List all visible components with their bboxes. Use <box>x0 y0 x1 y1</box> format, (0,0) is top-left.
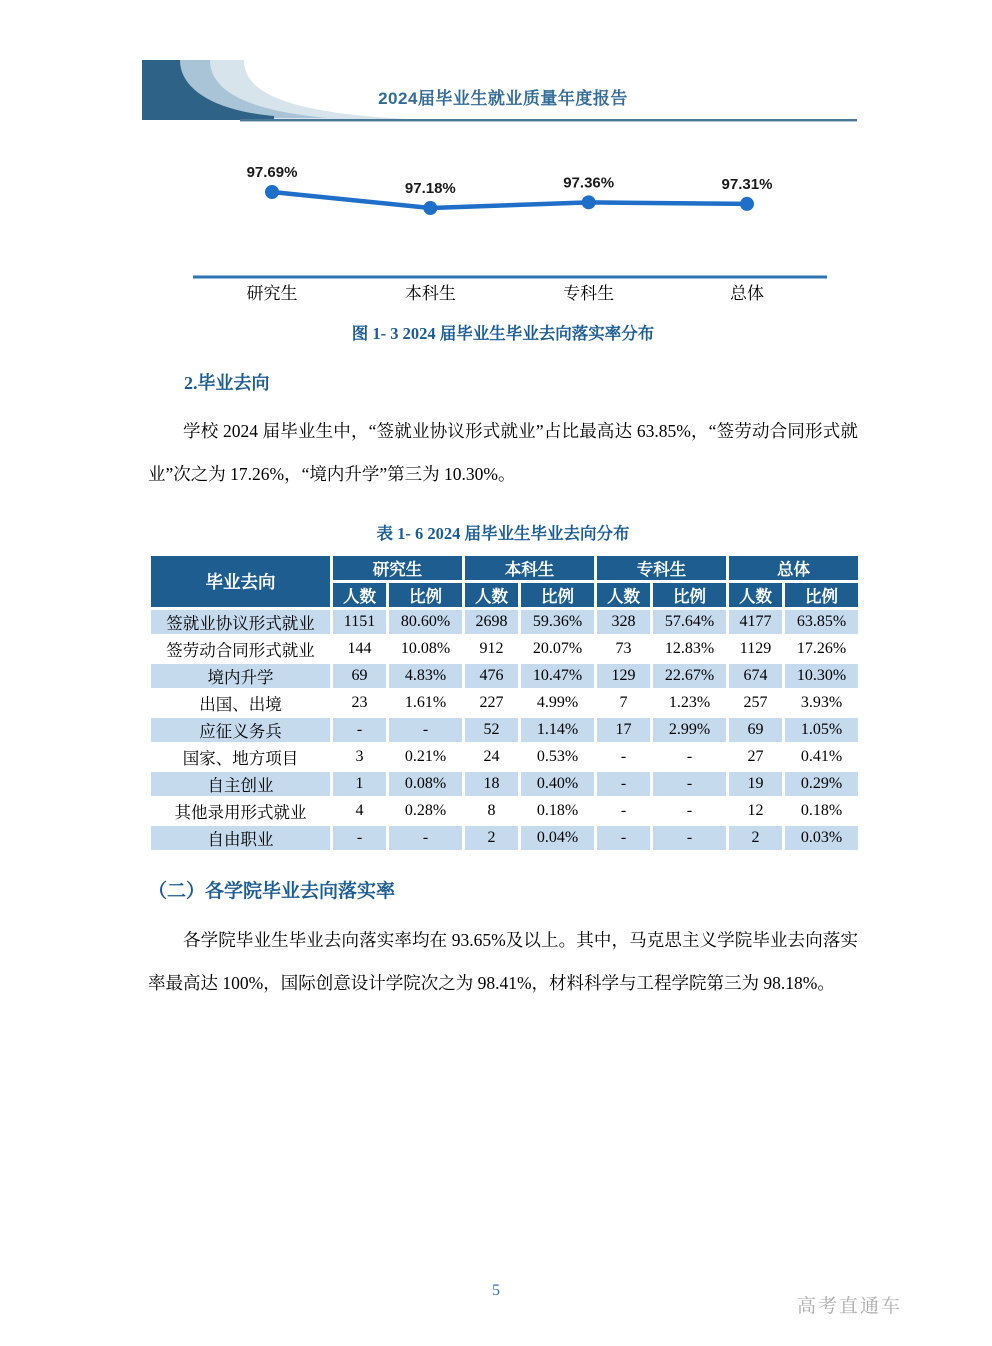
table-cell: 20.07% <box>520 636 596 663</box>
table-cell: 18 <box>464 771 520 798</box>
figure-caption: 图 1- 3 2024 届毕业生毕业去向落实率分布 <box>351 324 655 343</box>
destination-label: 其他录用形式就业 <box>150 798 332 825</box>
section-heading-destination: 2.毕业去向 <box>184 373 270 393</box>
header-title: 2024届毕业生就业质量年度报告 <box>378 89 628 108</box>
data-point-marker <box>582 195 596 209</box>
page-header <box>0 0 992 130</box>
destination-table <box>148 553 861 853</box>
table-cell: 57.64% <box>652 609 728 636</box>
table-cell: 12 <box>728 798 784 825</box>
table-cell: 1.61% <box>388 690 464 717</box>
table-cell: 1.14% <box>520 717 596 744</box>
table-cell: 80.60% <box>388 609 464 636</box>
sub-header-ratio: 比例 <box>520 582 596 609</box>
destination-label: 境内升学 <box>150 663 332 690</box>
table-row <box>150 771 860 798</box>
destination-label: 国家、地方项目 <box>150 744 332 771</box>
table-cell: 1.05% <box>784 717 860 744</box>
table-cell: 8 <box>464 798 520 825</box>
table-cell: 7 <box>596 690 652 717</box>
table-cell: 3.93% <box>784 690 860 717</box>
table-cell: 129 <box>596 663 652 690</box>
group-header-junior-college: 专科生 <box>596 555 728 582</box>
table-cell: - <box>596 825 652 852</box>
trend-line <box>272 192 747 208</box>
figure-section <box>148 148 858 344</box>
table-cell: 2 <box>728 825 784 852</box>
table-cell: 63.85% <box>784 609 860 636</box>
table-cell: 4.83% <box>388 663 464 690</box>
data-point-label: 97.18% <box>404 180 456 198</box>
table-cell: 0.28% <box>388 798 464 825</box>
table-row <box>150 636 860 663</box>
table-cell: 12.83% <box>652 636 728 663</box>
table-cell: - <box>596 744 652 771</box>
sub-header-count: 人数 <box>596 582 652 609</box>
table-cell: - <box>652 798 728 825</box>
table-row <box>150 744 860 771</box>
table-cell: 17.26% <box>784 636 860 663</box>
table-cell: 0.03% <box>784 825 860 852</box>
table-cell: 4.99% <box>520 690 596 717</box>
destination-label: 签就业协议形式就业 <box>150 609 332 636</box>
table-cell: - <box>332 825 388 852</box>
table-cell: 0.04% <box>520 825 596 852</box>
table-cell: - <box>596 771 652 798</box>
table-cell: 24 <box>464 744 520 771</box>
table-cell: 10.47% <box>520 663 596 690</box>
section-heading-college-rate: （二）各学院毕业去向落实率 <box>148 881 396 902</box>
table-cell: 0.08% <box>388 771 464 798</box>
table-cell: 10.08% <box>388 636 464 663</box>
destination-label: 应征义务兵 <box>150 717 332 744</box>
table-header <box>150 555 860 609</box>
table-row <box>150 609 860 636</box>
sub-header-count: 人数 <box>332 582 388 609</box>
table-row <box>150 717 860 744</box>
table-caption: 表 1- 6 2024 届毕业生毕业去向分布 <box>376 524 630 543</box>
sub-header-ratio: 比例 <box>784 582 860 609</box>
category-label: 总体 <box>729 284 764 303</box>
table-cell: 912 <box>464 636 520 663</box>
table-row <box>150 825 860 852</box>
destination-label: 自由职业 <box>150 825 332 852</box>
line-chart <box>148 148 858 310</box>
table-cell: 0.18% <box>784 798 860 825</box>
table-row <box>150 663 860 690</box>
table-cell: 144 <box>332 636 388 663</box>
category-label: 研究生 <box>246 284 298 303</box>
table-cell: 0.40% <box>520 771 596 798</box>
paragraph-college-rate: 各学院毕业生毕业去向落实率均在 93.65%及以上。其中，马克思主义学院毕业去向落实率最高达 100%，国际创意设计学院次之为 98.41%，材料科学与工程学院第三为 98.18%。 <box>148 930 858 993</box>
group-header-undergraduate: 本科生 <box>464 555 596 582</box>
table-cell: - <box>332 717 388 744</box>
table-cell: 476 <box>464 663 520 690</box>
table-cell: 10.30% <box>784 663 860 690</box>
table-cell: - <box>388 825 464 852</box>
table-cell: 3 <box>332 744 388 771</box>
corner-header-destination: 毕业去向 <box>150 555 332 609</box>
table-cell: 52 <box>464 717 520 744</box>
table-cell: 19 <box>728 771 784 798</box>
table-cell: 27 <box>728 744 784 771</box>
table-cell: 4 <box>332 798 388 825</box>
data-point-label: 97.69% <box>246 164 298 181</box>
table-cell: 1151 <box>332 609 388 636</box>
table-cell: 2698 <box>464 609 520 636</box>
table-cell: 22.67% <box>652 663 728 690</box>
table-cell: - <box>596 798 652 825</box>
table-cell: - <box>652 744 728 771</box>
table-row <box>150 798 860 825</box>
data-point-marker <box>740 197 754 211</box>
table-cell: 227 <box>464 690 520 717</box>
table-cell: 1129 <box>728 636 784 663</box>
sub-header-ratio: 比例 <box>652 582 728 609</box>
table-cell: 17 <box>596 717 652 744</box>
data-point-marker <box>423 201 437 215</box>
table-cell: 69 <box>728 717 784 744</box>
table-cell: 0.21% <box>388 744 464 771</box>
table-cell: - <box>388 717 464 744</box>
data-point-label: 97.31% <box>721 175 773 193</box>
table-cell: - <box>652 825 728 852</box>
data-point-marker <box>265 185 279 199</box>
destination-label: 自主创业 <box>150 771 332 798</box>
table-cell: 1 <box>332 771 388 798</box>
table-row <box>150 690 860 717</box>
table-cell: 674 <box>728 663 784 690</box>
sub-header-count: 人数 <box>728 582 784 609</box>
table-cell: 0.53% <box>520 744 596 771</box>
sub-header-count: 人数 <box>464 582 520 609</box>
table-cell: 23 <box>332 690 388 717</box>
page-content <box>148 148 858 1005</box>
table-cell: 2 <box>464 825 520 852</box>
table-cell: 4177 <box>728 609 784 636</box>
table-cell: 0.29% <box>784 771 860 798</box>
table-cell: 69 <box>332 663 388 690</box>
data-point-label: 97.36% <box>563 174 615 192</box>
destination-label: 出国、出境 <box>150 690 332 717</box>
table-cell: 257 <box>728 690 784 717</box>
table-cell: 59.36% <box>520 609 596 636</box>
table-cell: - <box>652 771 728 798</box>
table-cell: 73 <box>596 636 652 663</box>
table-group-header-row <box>150 555 860 582</box>
destination-label: 签劳动合同形式就业 <box>150 636 332 663</box>
table-cell: 2.99% <box>652 717 728 744</box>
paragraph-destination-summary: 学校 2024 届毕业生中，“签就业协议形式就业”占比最高达 63.85%，“签劳动合同形式就业”次之为 17.26%，“境内升学”第三为 10.30%。 <box>148 421 858 484</box>
table-cell: 0.41% <box>784 744 860 771</box>
category-label: 专科生 <box>563 284 615 303</box>
page-number: 5 <box>492 1282 500 1299</box>
sub-header-ratio: 比例 <box>388 582 464 609</box>
group-header-postgraduate: 研究生 <box>332 555 464 582</box>
watermark: 高考直通车 <box>796 1296 902 1317</box>
header-rule-line <box>240 119 857 121</box>
group-header-overall: 总体 <box>728 555 860 582</box>
table-cell: 328 <box>596 609 652 636</box>
destination-table-body <box>150 609 860 852</box>
table-cell: 1.23% <box>652 690 728 717</box>
category-label: 本科生 <box>404 284 456 303</box>
table-cell: 0.18% <box>520 798 596 825</box>
